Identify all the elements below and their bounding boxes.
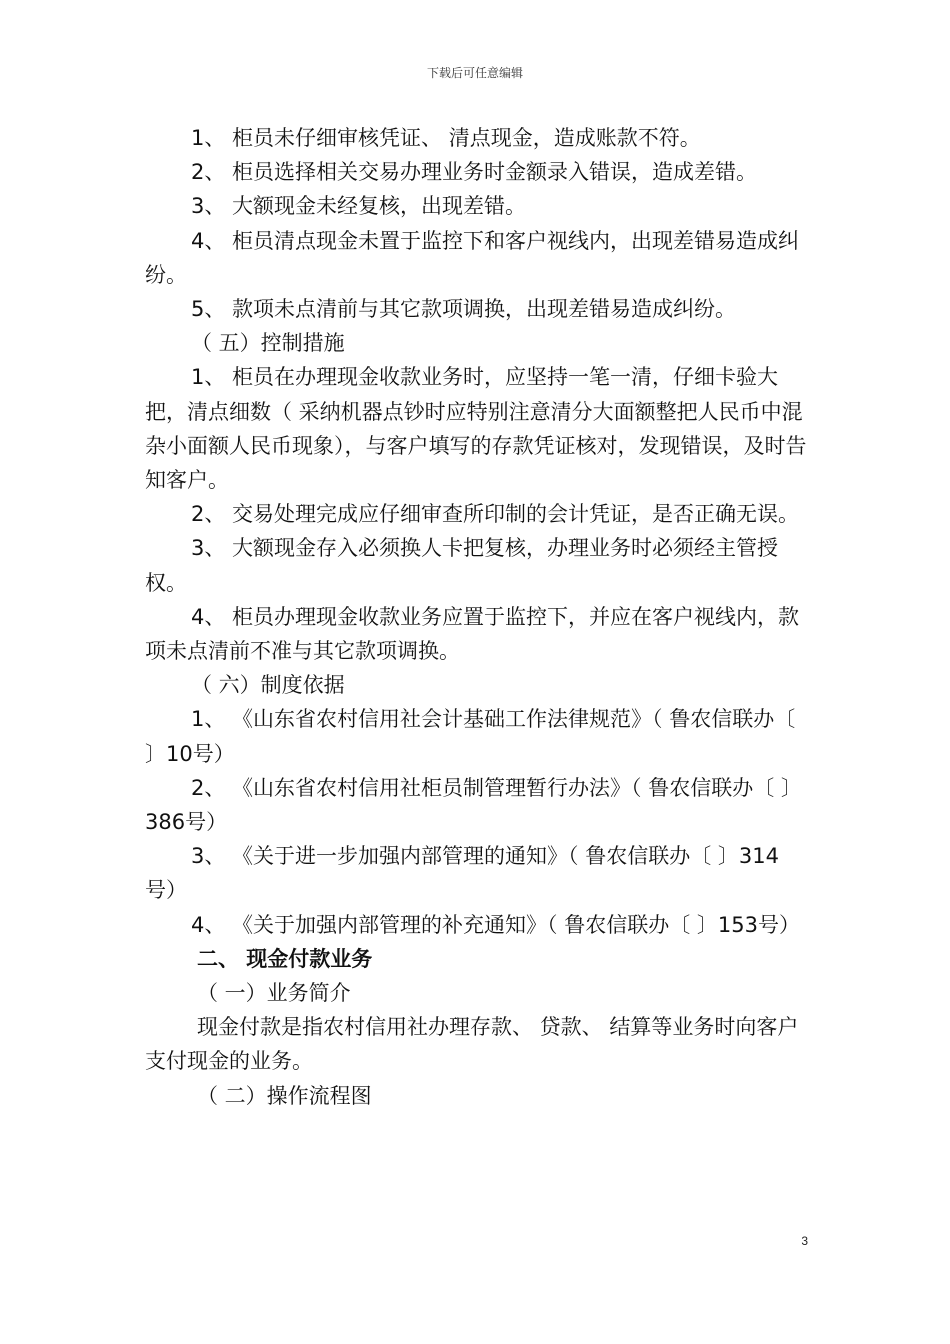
paragraph: 4、 柜员清点现金未置于监控下和客户视线内，出现差错易造成纠纷。 (145, 228, 800, 287)
paragraph: 2、 柜员选择相关交易办理业务时金额录入错误，造成差错。 (191, 160, 758, 185)
paragraph: 4、 《关于加强内部管理的补充通知》（ 鲁农信联办〔 〕153号） (191, 912, 800, 937)
paragraph: 1、 《山东省农村信用社会计基础工作法律规范》（ 鲁农信联办〔 〕10号） (145, 707, 796, 766)
section-heading: （ 五）控制措施 (191, 331, 345, 356)
paragraph: 1、 柜员未仔细审核凭证、 清点现金，造成账款不符。 (191, 126, 701, 150)
body-text (145, 121, 810, 1113)
paragraph: 2、 《山东省农村信用社柜员制管理暂行办法》（ 鲁农信联办〔 〕386号） (145, 775, 802, 835)
paragraph: 2、 交易处理完成应仔细审查所印制的会计凭证，是否正确无误。 (191, 502, 800, 527)
section-heading: （ 二）操作流程图 (197, 1083, 372, 1108)
paragraph: 3、 《关于进一步加强内部管理的通知》（ 鲁农信联办〔 〕314号） (145, 844, 779, 903)
paragraph: 5、 款项未点清前与其它款项调换，出现差错易造成纠纷。 (191, 297, 737, 322)
paragraph: 1、 柜员在办理现金收款业务时，应坚持一笔一清，仔细卡验大把，清点细数（ 采纳机器点钞时应特别注意清分大面额整把人民币中混杂小面额人民币现象），与客户填写的存款凭证核对，发现错误，及时告知客户。 (145, 365, 807, 493)
section-heading: （ 一）业务简介 (197, 981, 351, 1006)
paragraph: 现金付款是指农村信用社办理存款、 贷款、 结算等业务时向客户支付现金的业务。 (145, 1015, 799, 1074)
page-number: 3 (801, 1234, 808, 1248)
paragraph: 3、 大额现金未经复核，出现差错。 (191, 194, 527, 219)
paragraph: 3、 大额现金存入必须换人卡把复核，办理业务时必须经主管授权。 (145, 536, 779, 595)
paragraph: 4、 柜员办理现金收款业务应置于监控下，并应在客户视线内，款项未点清前不准与其它款项调换。 (145, 604, 800, 664)
page-header: 下载后可任意编辑 (426, 66, 523, 80)
section-heading: （ 六）制度依据 (191, 673, 345, 698)
chapter-heading: 二、 现金付款业务 (197, 946, 373, 971)
